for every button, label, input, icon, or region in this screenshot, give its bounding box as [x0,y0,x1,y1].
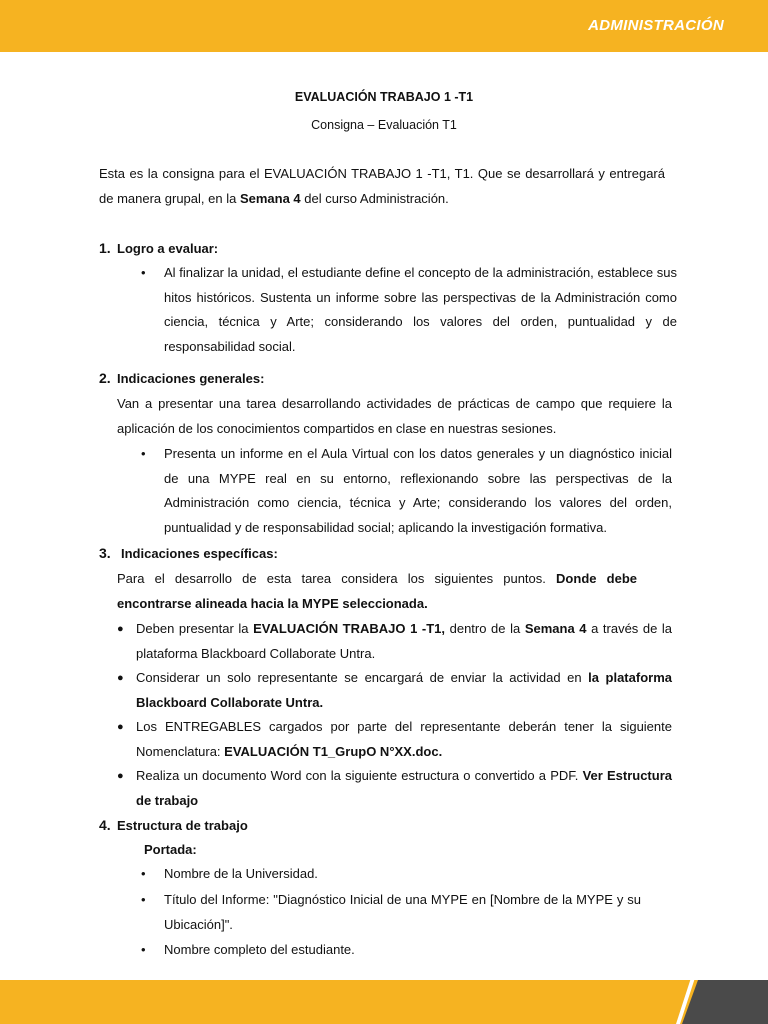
section-3-bullet-4-text [136,764,672,813]
text-segment: dentro de la [445,621,525,636]
header-title: ADMINISTRACIÓN [588,17,724,34]
section-3-bullet-1 [117,617,672,666]
section-2-paragraph: Van a presentar una tarea desarrollando actividades de prácticas de campo que requiere la aplicación de los conocimientos compartidos en clase en nuestras sesiones. [117,396,672,436]
section-4-item-text: Nombre de la Universidad. [164,866,318,881]
text-bold: la plataforma Blackboard Collaborate Untra. [136,670,672,710]
footer-bar [0,980,768,1024]
text-bold: Ver Estructura de trabajo [136,768,672,808]
text-segment: Deben presentar la [136,621,254,636]
footer-dark-block [682,980,768,1024]
section-4-item-text: Nombre completo del estudiante. [164,942,355,957]
section-4-heading [99,813,248,839]
text-bold: Semana 4 [524,621,587,636]
section-3-intro [117,567,637,616]
section-4-item-1 [141,862,661,887]
section-2-title: Indicaciones generales: [117,371,265,386]
section-4-item-text: Título del Informe: "Diagnóstico Inicial de una MYPE en [Nombre de la MYPE y su Ubicación]". [164,892,641,932]
text-segment: Realiza un documento Word con la siguiente estructura o convertido a PDF. [136,768,583,783]
section-3-number: 3. [99,545,111,561]
bullet-icon: • [141,446,146,461]
section-3-intro-text: Para el desarrollo de esta tarea considera los siguientes puntos. [117,571,557,586]
section-4-item-2 [141,888,641,937]
section-3-bullet-3 [117,715,672,764]
section-2-bullet [141,442,672,540]
text-segment: a través de la plataforma Blackboard Collaborate Untra. [136,621,673,661]
section-3-bullet-1-text [136,617,672,666]
bullet-icon: • [141,892,146,907]
intro-text-end: del curso Administración. [300,190,449,206]
text-bold: EVALUACIÓN TRABAJO 1 -T1, [253,621,446,636]
section-1-heading [99,236,218,262]
section-4-subheading: Portada: [144,842,197,857]
section-1-number: 1. [99,240,111,256]
section-3-intro-bold: Donde debe encontrarse alineada hacia la MYPE seleccionada. [117,571,637,611]
section-3-bullet-3-text [136,715,672,764]
document-title: EVALUACIÓN TRABAJO 1 -T1 [294,90,474,104]
section-1-bullet [141,261,677,359]
intro-text: Esta es la consigna para el EVALUACIÓN TRABAJO 1 -T1, T1. Que se desarrollará y entregará de manera grupal, en la [99,166,665,206]
text-bold: EVALUACIÓN T1_GrupO N°XX.doc. [224,743,443,759]
section-3-bullet-2 [117,666,672,715]
section-4-item-3 [141,938,661,963]
section-4-title: Estructura de trabajo [117,818,248,833]
document-subtitle: Consigna – Evaluación T1 [311,118,457,132]
intro-paragraph [99,162,665,211]
section-1-bullet-text: Al finalizar la unidad, el estudiante define el concepto de la administración, establece sus hitos históricos. Sustenta un informe sobre las perspectivas de la Administración como ciencia, técnica y Arte; considerando los valores del orden, puntualidad y de responsabilidad social. [164,265,677,354]
circle-bullet-icon: ● [117,770,124,782]
section-3-heading [99,541,278,567]
circle-bullet-icon: ● [117,721,124,733]
section-4-number: 4. [99,817,111,833]
section-3-bullet-2-text [136,666,672,715]
section-1-title: Logro a evaluar: [117,241,219,256]
bullet-icon: • [141,942,146,957]
intro-bold: Semana 4 [239,190,301,206]
text-segment: Los ENTREGABLES cargados por parte del representante deberán tener la siguiente Nomenclatura: [136,719,672,759]
bullet-icon: • [141,866,146,881]
text-segment: Considerar un solo representante se encargará de enviar la actividad en [136,670,589,685]
circle-bullet-icon: ● [117,672,124,684]
section-2-number: 2. [99,370,111,386]
section-2-bullet-text: Presenta un informe en el Aula Virtual con los datos generales y un diagnóstico inicial de una MYPE real en su entorno, reflexionando sobre las perspectivas de la Administración como ciencia, técnica y Arte; considerando los valores del orden, puntualidad y de responsabilidad social; aplicando la investigación formativa. [164,446,672,535]
bullet-icon: • [141,265,146,280]
section-3-bullet-4 [117,764,672,813]
section-3-title: Indicaciones específicas: [121,546,278,561]
section-2-heading [99,366,264,392]
circle-bullet-icon: ● [117,623,124,635]
